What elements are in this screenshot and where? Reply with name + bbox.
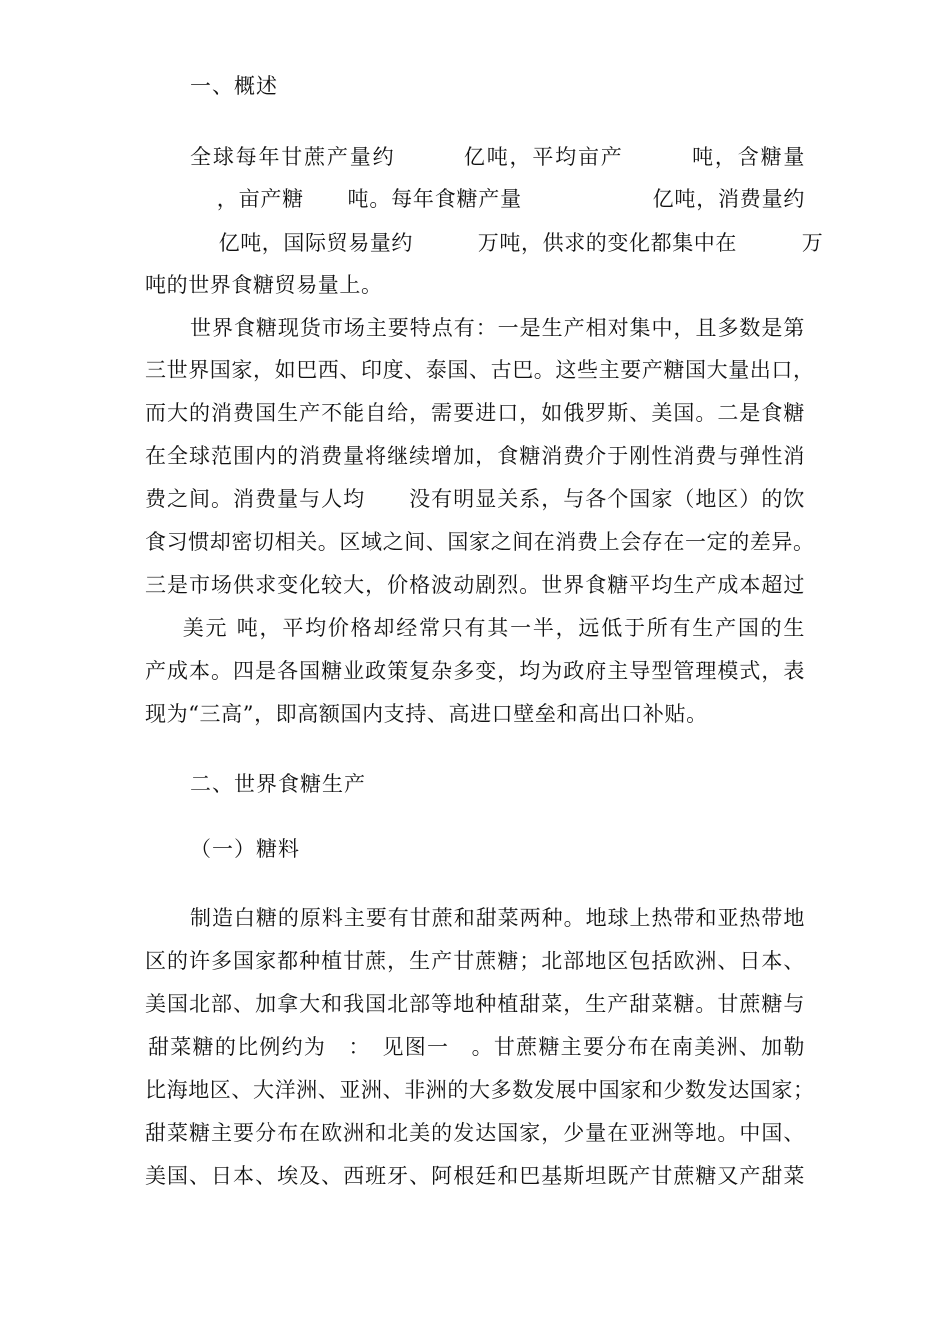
subsection-heading-sugar-materials: （一）糖料: [190, 837, 300, 861]
paragraph-line: 现为“三高”，即高额国内支持、高进口壁垒和高出口补贴。: [145, 702, 708, 726]
paragraph-line: 三世界国家，如巴西、印度、泰国、古巴。这些主要产糖国大量出口，: [145, 358, 815, 382]
paragraph-line: 世界食糖现货市场主要特点有：一是生产相对集中，且多数是第: [190, 316, 805, 340]
paragraph-line: 美元 吨，平均价格却经常只有其一半，远低于所有生产国的生: [160, 616, 805, 640]
paragraph-line: 吨的世界食糖贸易量上。: [145, 273, 383, 297]
paragraph-line: 美国北部、加拿大和我国北部等地种植甜菜，生产甜菜糖。甘蔗糖与: [145, 992, 805, 1016]
paragraph-line: ，亩产糖 吨。每年食糖产量 亿吨，消费量约: [195, 187, 805, 211]
section-heading-world-sugar-production: 二、世界食糖生产: [190, 772, 366, 796]
paragraph-line: 区的许多国家都种植甘蔗，生产甘蔗糖；北部地区包括欧洲、日本、: [145, 949, 805, 973]
paragraph-line: 三是市场供求变化较大，价格波动剧烈。世界食糖平均生产成本超过: [145, 573, 805, 597]
paragraph-line: 费之间。消费量与人均 没有明显关系，与各个国家（地区）的饮: [145, 487, 805, 511]
paragraph-line: 食习惯却密切相关。区域之间、国家之间在消费上会存在一定的差异。: [145, 530, 815, 554]
paragraph-line: 全球每年甘蔗产量约 亿吨，平均亩产 吨，含糖量: [190, 145, 805, 169]
paragraph-line: 甜菜糖主要分布在欧洲和北美的发达国家，少量在亚洲等地。中国、: [145, 1121, 805, 1145]
paragraph-line: [190, 0, 805, 40]
paragraph-line: 比海地区、大洋洲、亚洲、非洲的大多数发展中国家和少数发达国家；: [145, 1078, 815, 1102]
paragraph-line: 产成本。四是各国糖业政策复杂多变，均为政府主导型管理模式，表: [145, 659, 805, 683]
section-heading-overview: 一、概述: [190, 74, 278, 98]
paragraph-line: 亿吨，国际贸易量约 万吨，供求的变化都集中在 万: [197, 231, 824, 255]
paragraph-line: 而大的消费国生产不能自给，需要进口，如俄罗斯、美国。二是食糖: [145, 401, 805, 425]
paragraph-line: 美国、日本、埃及、西班牙、阿根廷和巴基斯坦既产甘蔗糖又产甜菜: [145, 1164, 805, 1188]
paragraph-line: 制造白糖的原料主要有甘蔗和甜菜两种。地球上热带和亚热带地: [190, 906, 805, 930]
paragraph-line: 甜菜糖的比例约为 ： 见图一 。甘蔗糖主要分布在南美洲、加勒: [148, 1035, 805, 1059]
paragraph-line: 在全球范围内的消费量将继续增加，食糖消费介于刚性消费与弹性消: [145, 444, 805, 468]
